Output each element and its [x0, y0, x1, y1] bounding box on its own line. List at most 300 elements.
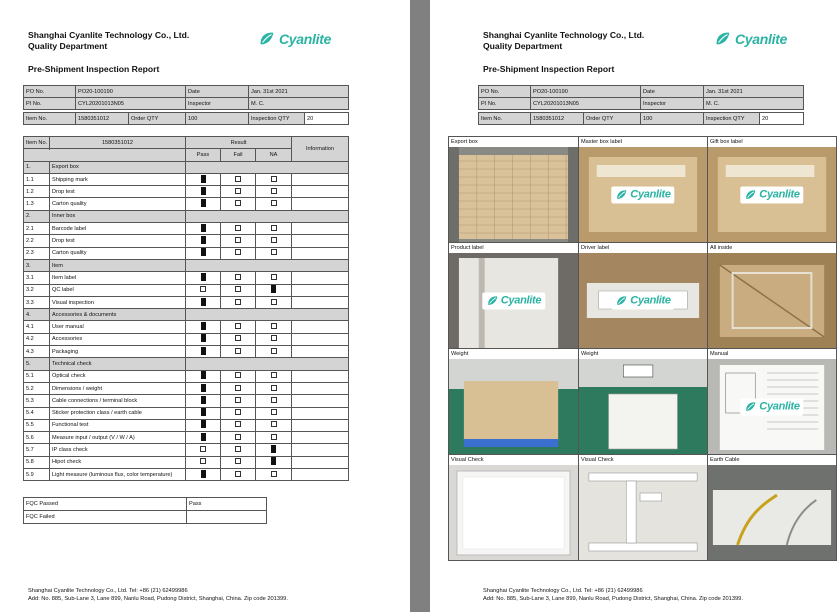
fqc-failed-value [187, 511, 267, 524]
check-row [24, 469, 349, 481]
inspection-qty-label: Inspection QTY [704, 113, 760, 125]
inspection-photo [579, 465, 707, 560]
result-fail-cell [221, 321, 256, 333]
empty-box-icon [271, 237, 277, 243]
checked-box-icon [201, 420, 206, 428]
empty-box-icon [271, 385, 277, 391]
empty-box-icon [200, 446, 206, 452]
check-row [24, 272, 349, 284]
result-pass-cell [186, 333, 221, 345]
information-cell [292, 407, 349, 419]
pi-label: PI No. [479, 98, 531, 110]
result-pass-cell [186, 247, 221, 259]
footer-contact: Shanghai Cyanlite Technology Co., Ltd. Tel: +86 (21) 62499986 [28, 588, 188, 594]
item-name: Drop test [50, 186, 186, 198]
item-name: Functional test [50, 419, 186, 431]
result-na-cell [256, 346, 292, 358]
result-pass-cell [186, 382, 221, 394]
photo-cell [708, 349, 837, 455]
photo-row [449, 137, 837, 243]
fqc-failed-label: FQC Failed [24, 511, 187, 524]
check-row [24, 346, 349, 358]
result-fail-cell [221, 469, 256, 481]
check-row [24, 370, 349, 382]
inspection-checklist-table [23, 136, 349, 481]
item-number: 2.2 [24, 235, 50, 247]
pass-header: Pass [186, 149, 221, 161]
item-number: 1.2 [24, 186, 50, 198]
item-name: Packaging [50, 346, 186, 358]
empty-box-icon [271, 348, 277, 354]
result-pass-cell [186, 198, 221, 210]
logo-text: Cyanlite [759, 188, 800, 201]
item-name: Hipot check [50, 456, 186, 468]
item-value: 1580351012 [531, 113, 584, 125]
result-pass-cell [186, 469, 221, 481]
result-pass-cell [186, 284, 221, 296]
photo-caption: Earth Cable [710, 457, 740, 463]
result-pass-cell [186, 173, 221, 185]
inspection-qty-value: 20 [760, 113, 804, 125]
check-row [24, 456, 349, 468]
logo-text: Cyanlite [735, 31, 788, 47]
information-cell [292, 419, 349, 431]
inspection-qty-value: 20 [305, 113, 349, 125]
item-name: Light measure (luminous flux, color temperature) [50, 469, 186, 481]
empty-box-icon [271, 225, 277, 231]
empty-box-icon [271, 372, 277, 378]
inspector-label: Inspector [641, 98, 704, 110]
section-row [24, 210, 349, 222]
item-name: Visual inspection [50, 296, 186, 308]
item-name: Inner box [50, 210, 186, 222]
empty-box-icon [235, 348, 241, 354]
empty-box-icon [271, 323, 277, 329]
item-number: 2.1 [24, 223, 50, 235]
photo-cell [708, 455, 837, 561]
checked-box-icon [201, 248, 206, 256]
photo-caption: Weight [451, 351, 469, 357]
information-header: Information [292, 137, 349, 162]
company-name: Shanghai Cyanlite Technology Co., Ltd. [483, 30, 645, 40]
information-cell [292, 284, 349, 296]
check-row [24, 284, 349, 296]
result-fail-cell [221, 198, 256, 210]
information-cell [292, 198, 349, 210]
empty-box-icon [235, 299, 241, 305]
empty-box-icon [235, 200, 241, 206]
item-number: 5.8 [24, 456, 50, 468]
fqc-summary-table [23, 497, 267, 524]
item-number: 3.1 [24, 272, 50, 284]
empty-box-icon [235, 335, 241, 341]
result-na-cell [256, 296, 292, 308]
photo-row [449, 455, 837, 561]
section-row [24, 358, 349, 370]
item-name: QC label [50, 284, 186, 296]
photo-cell [579, 455, 708, 561]
empty-box-icon [200, 286, 206, 292]
result-fail-cell [221, 444, 256, 456]
item-number: 3.2 [24, 284, 50, 296]
item-value: 1580351012 [76, 113, 129, 125]
empty-box-icon [271, 299, 277, 305]
inspection-photo [708, 253, 836, 348]
checked-box-icon [201, 347, 206, 355]
check-row [24, 247, 349, 259]
result-na-cell [256, 247, 292, 259]
result-pass-cell [186, 407, 221, 419]
po-value: PO20-100190 [531, 86, 641, 98]
item-number: 5.7 [24, 444, 50, 456]
information-cell [292, 321, 349, 333]
item-number: 4. [24, 309, 50, 321]
item-label: Item No. [24, 113, 76, 125]
item-number: 5. [24, 358, 50, 370]
check-row [24, 186, 349, 198]
inspection-photo [708, 359, 836, 454]
item-number: 5.9 [24, 469, 50, 481]
item-no-header: Item No. [24, 137, 50, 149]
empty-box-icon [235, 434, 241, 440]
result-fail-cell [221, 296, 256, 308]
po-value: PO20-100190 [76, 86, 186, 98]
result-fail-cell [221, 247, 256, 259]
item-number: 2. [24, 210, 50, 222]
empty-box-icon [271, 176, 277, 182]
result-pass-cell [186, 272, 221, 284]
checked-box-icon [201, 396, 206, 404]
date-value: Jan. 31st 2021 [249, 86, 349, 98]
information-cell [292, 247, 349, 259]
fqc-passed-label: FQC Passed [24, 498, 187, 511]
inspection-photo [579, 359, 707, 454]
empty-box-icon [235, 372, 241, 378]
result-fail-cell [221, 432, 256, 444]
empty-box-icon [271, 249, 277, 255]
result-na-cell [256, 321, 292, 333]
order-qty-value: 100 [641, 113, 704, 125]
item-name: Barcode label [50, 223, 186, 235]
result-pass-cell [186, 296, 221, 308]
department-name: Quality Department [483, 41, 563, 51]
result-na-cell [256, 407, 292, 419]
photo-row [449, 349, 837, 455]
photo-cell [579, 137, 708, 243]
information-cell [292, 173, 349, 185]
item-number: 1.3 [24, 198, 50, 210]
empty-box-icon [235, 249, 241, 255]
leaf-icon [486, 294, 499, 307]
pi-value: CYL20201013N05 [531, 98, 641, 110]
item-name: Accessories [50, 333, 186, 345]
checked-box-icon [201, 433, 206, 441]
information-cell [292, 333, 349, 345]
fail-header: Fail [221, 149, 256, 161]
result-header: Result [186, 137, 292, 149]
report-page-1 [0, 0, 410, 612]
information-cell [292, 395, 349, 407]
result-fail-cell [221, 272, 256, 284]
empty-box-icon [235, 446, 241, 452]
photo-caption: Visual Check [581, 457, 614, 463]
logo-text: Cyanlite [759, 400, 800, 413]
fqc-passed-value: Pass [187, 498, 267, 511]
item-name: Shipping mark [50, 173, 186, 185]
empty-box-icon [235, 421, 241, 427]
check-row [24, 223, 349, 235]
logo-text: Cyanlite [630, 188, 671, 201]
inspection-qty-label: Inspection QTY [249, 113, 305, 125]
item-name: Carton quality [50, 247, 186, 259]
page-footer [483, 588, 743, 603]
item-name: Drop test [50, 235, 186, 247]
inspector-value: M. C. [704, 98, 804, 110]
item-name: Optical check [50, 370, 186, 382]
item-name: Technical check [50, 358, 186, 370]
empty-box-icon [235, 237, 241, 243]
section-filler [186, 259, 349, 271]
empty-box-icon [271, 397, 277, 403]
result-pass-cell [186, 321, 221, 333]
result-fail-cell [221, 407, 256, 419]
na-header: NA [256, 149, 292, 161]
information-cell [292, 296, 349, 308]
check-row [24, 444, 349, 456]
leaf-icon [744, 188, 757, 201]
footer-address: Add: No. 885, Sub-Lane 3, Lane 899, Nanlu Road, Pudong District, Shanghai, China. Zip code 201399. [483, 595, 743, 602]
item-name: Item label [50, 272, 186, 284]
inspector-value: M. C. [249, 98, 349, 110]
result-fail-cell [221, 284, 256, 296]
checked-box-icon [201, 199, 206, 207]
department-name: Quality Department [28, 41, 108, 51]
checked-box-icon [201, 187, 206, 195]
checked-box-icon [201, 371, 206, 379]
photo-caption: Visual Check [451, 457, 484, 463]
item-name: Measure input / output (V / W / A) [50, 432, 186, 444]
result-pass-cell [186, 419, 221, 431]
cyanlite-logo [714, 30, 787, 48]
checked-box-icon [201, 298, 206, 306]
inspection-photo [449, 253, 578, 348]
pi-value: CYL20201013N05 [76, 98, 186, 110]
checked-box-icon [201, 384, 206, 392]
information-cell [292, 186, 349, 198]
photo-caption: Manual [710, 351, 729, 357]
information-cell [292, 382, 349, 394]
order-info-table [23, 85, 349, 110]
checked-box-icon [201, 175, 206, 183]
result-fail-cell [221, 173, 256, 185]
leaf-icon [615, 188, 628, 201]
item-number: 5.1 [24, 370, 50, 382]
photo-caption: Master box label [581, 139, 623, 145]
result-pass-cell [186, 395, 221, 407]
empty-box-icon [271, 409, 277, 415]
item-label: Item No. [479, 113, 531, 125]
checked-box-icon [201, 224, 206, 232]
photo-cell [579, 349, 708, 455]
photo-caption: All inside [710, 245, 733, 251]
photo-cell [449, 243, 579, 349]
order-qty-label: Order QTY [584, 113, 641, 125]
information-cell [292, 456, 349, 468]
check-row [24, 382, 349, 394]
empty-box-icon [271, 200, 277, 206]
order-qty-value: 100 [186, 113, 249, 125]
empty-box-icon [235, 176, 241, 182]
leaf-icon [258, 30, 276, 48]
photo-caption: Driver label [581, 245, 610, 251]
check-row [24, 173, 349, 185]
cyanlite-logo-overlay [611, 186, 674, 203]
checked-box-icon [271, 285, 276, 293]
item-info-table [23, 112, 349, 125]
po-label: PO No. [479, 86, 531, 98]
result-na-cell [256, 198, 292, 210]
item-name: Export box [50, 161, 186, 173]
header-spacer [24, 149, 186, 161]
photo-cell [449, 137, 579, 243]
empty-box-icon [271, 335, 277, 341]
result-na-cell [256, 173, 292, 185]
section-filler [186, 161, 349, 173]
cyanlite-logo-overlay [611, 292, 674, 309]
checked-box-icon [201, 273, 206, 281]
item-number: 1.1 [24, 173, 50, 185]
photo-cell [708, 243, 837, 349]
item-name: Dimensions / weight [50, 382, 186, 394]
checked-box-icon [201, 408, 206, 416]
inspection-photo [449, 465, 578, 560]
result-pass-cell [186, 186, 221, 198]
information-cell [292, 444, 349, 456]
empty-box-icon [235, 397, 241, 403]
result-na-cell [256, 382, 292, 394]
logo-text: Cyanlite [500, 294, 542, 307]
pi-label: PI No. [24, 98, 76, 110]
logo-text: Cyanlite [279, 31, 332, 47]
result-fail-cell [221, 333, 256, 345]
company-header [483, 30, 644, 52]
empty-box-icon [235, 471, 241, 477]
empty-box-icon [235, 225, 241, 231]
inspector-label: Inspector [186, 98, 249, 110]
section-row [24, 259, 349, 271]
item-number: 5.3 [24, 395, 50, 407]
result-fail-cell [221, 395, 256, 407]
checked-box-icon [201, 322, 206, 330]
result-fail-cell [221, 223, 256, 235]
photo-cell [449, 455, 579, 561]
checked-box-icon [201, 334, 206, 342]
result-pass-cell [186, 370, 221, 382]
item-number: 5.4 [24, 407, 50, 419]
empty-box-icon [235, 274, 241, 280]
information-cell [292, 370, 349, 382]
information-cell [292, 272, 349, 284]
check-row [24, 198, 349, 210]
empty-box-icon [235, 458, 241, 464]
checked-box-icon [271, 445, 276, 453]
empty-box-icon [235, 323, 241, 329]
cyanlite-logo-overlay [740, 186, 803, 203]
result-pass-cell [186, 235, 221, 247]
empty-box-icon [235, 385, 241, 391]
result-fail-cell [221, 382, 256, 394]
date-label: Date [186, 86, 249, 98]
company-name: Shanghai Cyanlite Technology Co., Ltd. [28, 30, 190, 40]
result-fail-cell [221, 235, 256, 247]
order-info-table [478, 85, 804, 110]
date-value: Jan. 31st 2021 [704, 86, 804, 98]
empty-box-icon [271, 188, 277, 194]
item-number: 5.6 [24, 432, 50, 444]
item-number: 1. [24, 161, 50, 173]
report-page-2 [430, 0, 840, 612]
photo-cell [708, 137, 837, 243]
footer-contact: Shanghai Cyanlite Technology Co., Ltd. Tel: +86 (21) 62499986 [483, 588, 643, 594]
photo-cell [579, 243, 708, 349]
result-pass-cell [186, 223, 221, 235]
item-number: 4.2 [24, 333, 50, 345]
check-row [24, 432, 349, 444]
empty-box-icon [271, 274, 277, 280]
photo-caption: Product label [451, 245, 484, 251]
result-na-cell [256, 223, 292, 235]
po-label: PO No. [24, 86, 76, 98]
result-na-cell [256, 469, 292, 481]
checked-box-icon [271, 457, 276, 465]
check-row [24, 235, 349, 247]
check-row [24, 419, 349, 431]
cyanlite-logo [258, 30, 331, 48]
item-name: Cable connections / terminal block [50, 395, 186, 407]
report-title: Pre-Shipment Inspection Report [483, 64, 615, 74]
order-qty-label: Order QTY [129, 113, 186, 125]
inspection-photo [579, 253, 707, 348]
result-na-cell [256, 419, 292, 431]
result-fail-cell [221, 186, 256, 198]
inspection-photo [449, 147, 578, 242]
result-fail-cell [221, 456, 256, 468]
result-fail-cell [221, 370, 256, 382]
leaf-icon [714, 30, 732, 48]
page-footer [28, 588, 288, 603]
photo-grid [448, 136, 837, 561]
photo-caption: Export box [451, 139, 478, 145]
empty-box-icon [200, 458, 206, 464]
empty-box-icon [235, 188, 241, 194]
information-cell [292, 235, 349, 247]
section-row [24, 309, 349, 321]
section-filler [186, 358, 349, 370]
item-number: 4.1 [24, 321, 50, 333]
item-number: 3. [24, 259, 50, 271]
photo-row [449, 243, 837, 349]
result-pass-cell [186, 346, 221, 358]
result-na-cell [256, 333, 292, 345]
information-cell [292, 469, 349, 481]
item-number: 5.5 [24, 419, 50, 431]
item-name: User manual [50, 321, 186, 333]
information-cell [292, 346, 349, 358]
item-number: 5.2 [24, 382, 50, 394]
photo-caption: Gift box label [710, 139, 743, 145]
cyanlite-logo-overlay [482, 292, 545, 309]
check-row [24, 296, 349, 308]
